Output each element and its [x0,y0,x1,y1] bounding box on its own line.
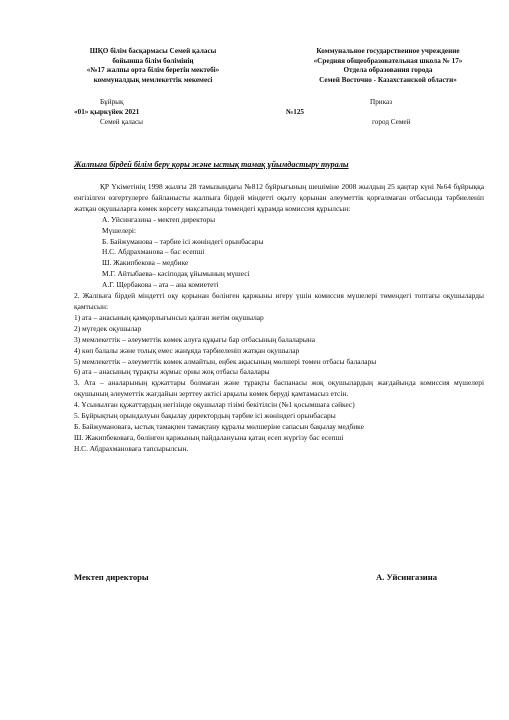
order-item: Н.С. Абдрахмановаға тапсырылсын. [74,443,189,453]
commission-member: Б. Байжуманова – тәрбие ісі жөніндегі орынбасары [102,236,264,246]
order-item: 5) мемлекеттік – әлеуметтік көмек алмайтын, еңбек ақысының мөлшері төмен отбасы балалары [74,356,377,366]
order-item: 5. Бұйрықтың орындалуын бақылау директордың тәрбие ісі жөніндегі орынбасары [74,411,336,421]
order-city-russian: город Семей [372,118,411,126]
commission-members-heading: Мүшелері: [102,225,137,235]
order-item: Ш. Жакипбековаға, бөлінген қаржының пайдалануына қатаң есеп жүргізу бас есепші [74,432,344,442]
header-right-line: Коммунальное государственное учреждение [316,47,460,55]
header-right-line: Отдела образования города [343,66,433,75]
header-left-line: «№17 жалпы орта білім беретін мектебі» [86,66,220,75]
signature-position: Мектеп директоры [74,572,149,582]
header-left-line: ШҚО білім басқармасы Семей қаласы [89,47,217,55]
order-city-kazakh: Семей қаласы [100,118,143,126]
document-body [74,182,484,455]
order-item: 3) мемлекеттік – әлеуметтік көмек алуға құқығы бар отбасының балаларына [74,334,316,344]
header-left-line: бойынша білім бөлімінің [112,56,194,65]
order-word-kazakh: Бұйрық [100,98,124,106]
commission-member: М.Г. Айтыбаева– кәсіподақ ұйымының мүшесі [102,269,250,279]
header-right [278,47,498,85]
order-word-russian: Приказ [370,98,393,106]
header-left [58,47,248,85]
order-item: 4. Ұсынылған құжаттардың негізінде оқушылар тізімі бекітілсін (№1 қосымшаға сәйкес) [74,400,355,410]
commission-member: Н.С. Абдрахманова – бас есепші [102,247,205,257]
header-left-line: коммуналдық мемлекеттік мекемесі [93,75,213,84]
header-right-line: «Средняя общеобразовательная школа № 17» [313,56,463,65]
order-item: 4) көп балалы және толық емес жанұяда тәрбиеленіп жатқан оқушылар [74,345,300,355]
order-item: 6) ата – анасының тұрақты жұмыс орны жоқ отбасы балалары [74,367,270,377]
commission-member: А. Уйсингазина - мектеп директоры [102,214,216,224]
preamble-paragraph: ҚР Үкіметінің 1998 жылғы 28 тамызындағы №812 бұйрығының шешіміне 2008 жылдың 25 қаңтар күні №64 бұйрыққа енгізілген өзгертулерге байланысты жалпыға бірдей міндетті оқыту қорынан әлеуметтік қорғалмаған отбасында тәрбиеленіп жатқан оқушыларға көмек көрсету мақсатында төмендегі құрамда комиссия құрылсын: [74,182,484,213]
order-item: 2. Жалпыға бірдей міндетті оқу қорынан бөлінген қаржыны игеру үшін комиссия мүшелері төмендегі топтағы оқушыларды қамтысын: [74,291,484,311]
commission-member: Ш. Жакипбекова – медбике [102,258,189,268]
order-date: «01» қыркүйек 2021 [74,108,140,116]
commission-member: А.Г. Щербакова – ата – ана комиететі [102,280,219,290]
order-item: 3. Ата – аналарының құжаттары болмаған және тұрақты баспанасы жоқ оқушылардың жағдайында комиссия мүшелері оқушының әлеуметтік жағдайын зерттеу актісі арқылы көмек беруді қамтамасыз етсін. [74,378,484,399]
signature-name: А. Уйсингазина [376,572,438,582]
order-item: 1) ата – анасының қамқорлығынсыз қалған жетім оқушылар [74,312,264,322]
document-title: Жалпыға бірдей білім беру қоры және ыстық тамақ ұйымдастыру туралы [74,160,349,169]
order-item: Б. Байжумановаға, ыстық тамақпен тамақтану құралы мөлшеріне сапасын бақылау медбике [74,421,364,431]
header-right-line: Семей Восточно - Казахстанской области» [319,75,457,84]
order-number: №125 [286,108,305,116]
order-item: 2) мүгедек оқушылар [74,323,142,333]
